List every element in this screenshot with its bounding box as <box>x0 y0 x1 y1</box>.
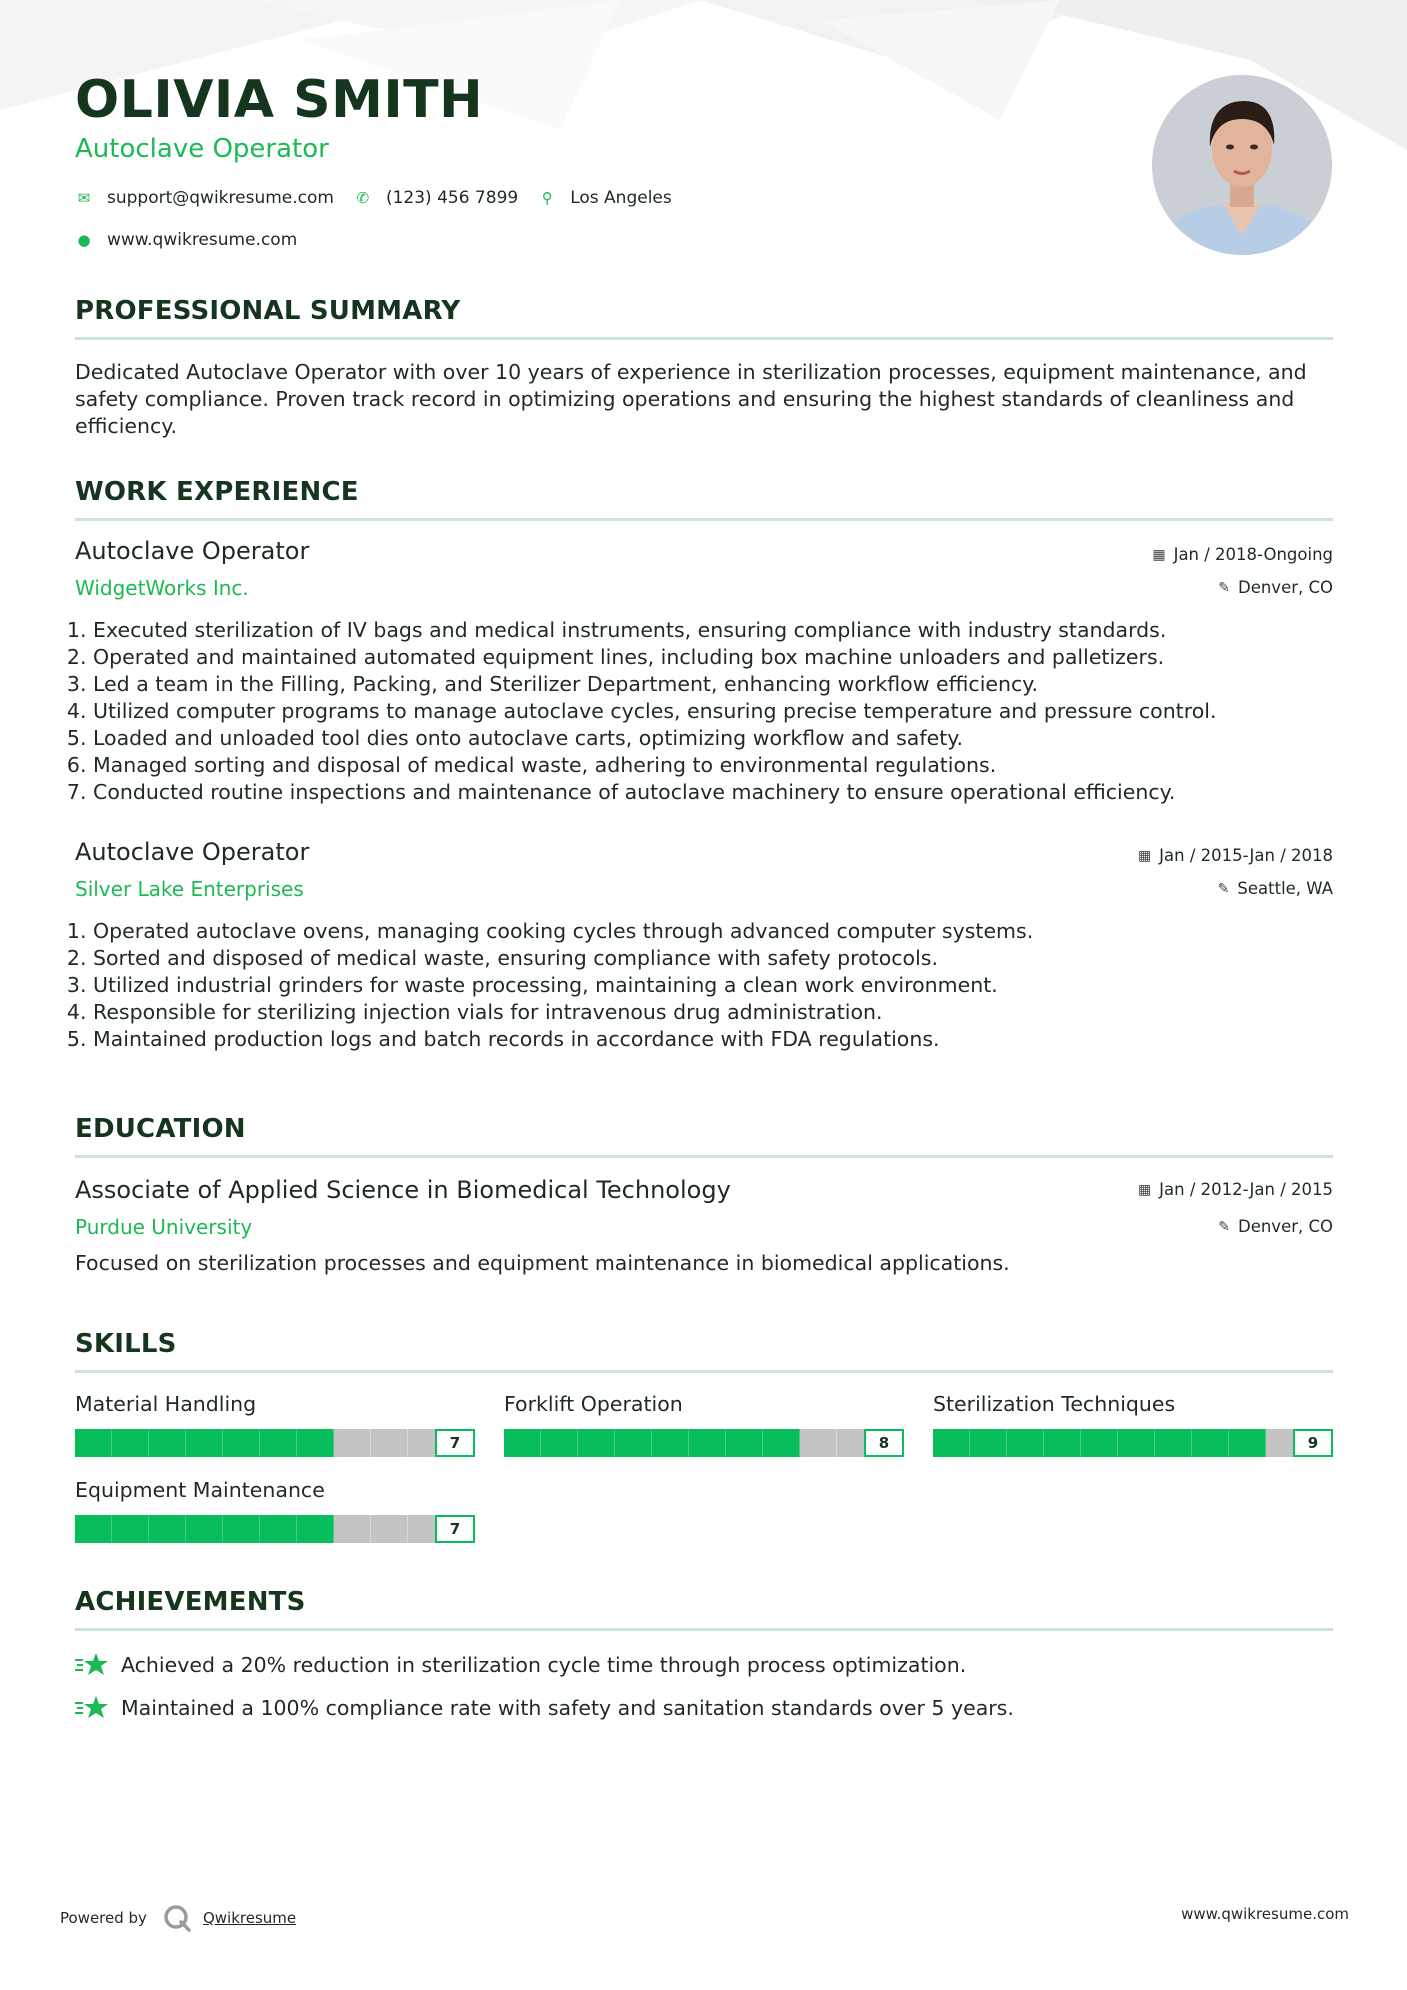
skill-segment-filled <box>112 1429 149 1457</box>
achievements-divider <box>75 1628 1333 1631</box>
star-award-icon <box>75 1651 109 1679</box>
skill-label: Sterilization Techniques <box>933 1392 1176 1416</box>
skill-segment-filled <box>297 1429 334 1457</box>
achievement-item <box>75 1694 1014 1722</box>
skill-segment-filled <box>223 1515 260 1543</box>
list-item: 3. Led a team in the Filling, Packing, and Sterilizer Department, enhancing workflow efficiency. <box>93 671 1333 698</box>
education-heading: EDUCATION <box>75 1114 246 1144</box>
job-location-text: Seattle, WA <box>1237 879 1333 898</box>
summary-heading: PROFESSIONAL SUMMARY <box>75 296 461 326</box>
job-duties-list <box>75 918 1333 1053</box>
education-dates-text: Jan / 2012-Jan / 2015 <box>1159 1180 1333 1199</box>
job-company: Silver Lake Enterprises <box>75 877 304 901</box>
list-item: 2. Sorted and disposed of medical waste, ensuring compliance with safety protocols. <box>93 945 1333 972</box>
skill-label: Forklift Operation <box>504 1392 683 1416</box>
skill-level-bar <box>933 1429 1333 1457</box>
skill-item <box>504 1389 904 1457</box>
education-dates <box>1138 1180 1333 1199</box>
skill-item <box>75 1475 475 1543</box>
education-school: Purdue University <box>75 1215 253 1239</box>
skill-segment-filled <box>1044 1429 1081 1457</box>
skill-segment-filled <box>615 1429 652 1457</box>
achievement-item <box>75 1651 966 1679</box>
skill-segment-filled <box>1192 1429 1229 1457</box>
skill-segment-empty <box>371 1429 408 1457</box>
list-item: 4. Responsible for sterilizing injection vials for intravenous drug administration. <box>93 999 1333 1026</box>
skill-segment-filled <box>1155 1429 1192 1457</box>
contact-email[interactable] <box>75 188 334 208</box>
job-location <box>1218 879 1333 898</box>
skill-level-bar <box>504 1429 904 1457</box>
job-dates <box>1138 846 1333 865</box>
location-text: Los Angeles <box>570 188 672 208</box>
education-degree: Associate of Applied Science in Biomedical Technology <box>75 1176 731 1204</box>
footer-website[interactable]: www.qwikresume.com <box>1181 1905 1349 1923</box>
website-text: www.qwikresume.com <box>107 230 298 250</box>
candidate-name: OLIVIA SMITH <box>75 70 484 130</box>
skills-divider <box>75 1370 1333 1373</box>
education-divider <box>75 1155 1333 1158</box>
skill-segment-filled <box>75 1515 112 1543</box>
job-location <box>1218 578 1333 597</box>
skill-item <box>933 1389 1333 1457</box>
list-item: 1. Executed sterilization of IV bags and medical instruments, ensuring compliance with industry standards. <box>93 617 1333 644</box>
skill-segment-empty <box>800 1429 837 1457</box>
skill-segment-filled <box>970 1429 1007 1457</box>
job-title: Autoclave Operator <box>75 537 310 565</box>
skill-segment-filled <box>652 1429 689 1457</box>
skill-score: 8 <box>864 1429 904 1457</box>
skill-segment-filled <box>726 1429 763 1457</box>
skill-segment-filled <box>223 1429 260 1457</box>
skill-segment-filled <box>186 1515 223 1543</box>
skills-heading: SKILLS <box>75 1329 177 1359</box>
skill-label: Equipment Maintenance <box>75 1478 325 1502</box>
skill-segment-empty <box>334 1429 371 1457</box>
skill-item <box>75 1389 475 1457</box>
summary-divider <box>75 337 1333 340</box>
skill-segment-filled <box>763 1429 800 1457</box>
skill-level-bar <box>75 1429 475 1457</box>
skill-score: 9 <box>1293 1429 1333 1457</box>
skill-score: 7 <box>435 1429 475 1457</box>
skill-segment-filled <box>149 1429 186 1457</box>
contact-website[interactable] <box>75 230 297 250</box>
profile-photo <box>1152 75 1332 255</box>
education-description: Focused on sterilization processes and equipment maintenance in biomedical applications. <box>75 1251 1010 1275</box>
list-item: 5. Loaded and unloaded tool dies onto autoclave carts, optimizing workflow and safety. <box>93 725 1333 752</box>
calendar-icon: ▦ <box>1137 1181 1152 1198</box>
skill-segment-empty <box>371 1515 408 1543</box>
globe-icon: ● <box>77 231 91 249</box>
powered-by-text: Powered by <box>60 1909 147 1927</box>
skill-segment-filled <box>75 1429 112 1457</box>
skill-segment-filled <box>260 1429 297 1457</box>
contact-row-secondary <box>75 230 317 250</box>
skill-segment-filled <box>112 1515 149 1543</box>
map-pin-icon: ⚲ <box>541 189 553 207</box>
list-item: 6. Managed sorting and disposal of medical waste, adhering to environmental regulations. <box>93 752 1333 779</box>
skill-segment-filled <box>186 1429 223 1457</box>
calendar-icon: ▦ <box>1137 847 1152 864</box>
phone-text: (123) 456 7899 <box>385 188 519 208</box>
pushpin-icon: ✎ <box>1217 880 1230 897</box>
qwikresume-logo-icon <box>163 1904 191 1932</box>
contact-location <box>538 188 672 208</box>
email-text: support@qwikresume.com <box>107 188 334 208</box>
achievement-text: Maintained a 100% compliance rate with safety and sanitation standards over 5 years. <box>121 1696 1014 1720</box>
education-location <box>1218 1217 1333 1236</box>
skill-segment-filled <box>297 1515 334 1543</box>
job-dates-text: Jan / 2015-Jan / 2018 <box>1159 846 1333 865</box>
skill-level-bar <box>75 1515 475 1543</box>
skill-segment-filled <box>1118 1429 1155 1457</box>
achievements-heading: ACHIEVEMENTS <box>75 1587 306 1617</box>
list-item: 3. Utilized industrial grinders for waste processing, maintaining a clean work environment. <box>93 972 1333 999</box>
skill-segment-empty <box>334 1515 371 1543</box>
skill-segment-filled <box>1007 1429 1044 1457</box>
pushpin-icon: ✎ <box>1218 579 1230 596</box>
job-dates <box>1152 545 1333 564</box>
calendar-icon: ▦ <box>1152 546 1166 563</box>
job-duties-list <box>75 617 1333 806</box>
skill-segment-filled <box>933 1429 970 1457</box>
job-location-text: Denver, CO <box>1237 578 1333 597</box>
profile-photo-illustration <box>1152 75 1332 255</box>
skill-segment-filled <box>149 1515 186 1543</box>
experience-divider <box>75 518 1333 521</box>
list-item: 4. Utilized computer programs to manage autoclave cycles, ensuring precise temperature and pressure control. <box>93 698 1333 725</box>
footer-powered-by <box>60 1904 296 1932</box>
list-item: 5. Maintained production logs and batch records in accordance with FDA regulations. <box>93 1026 1333 1053</box>
skill-segment-filled <box>578 1429 615 1457</box>
skill-segment-filled <box>1229 1429 1266 1457</box>
phone-icon: ✆ <box>356 189 370 207</box>
skill-segment-filled <box>1081 1429 1118 1457</box>
job-dates-text: Jan / 2018-Ongoing <box>1173 545 1333 564</box>
list-item: 7. Conducted routine inspections and maintenance of autoclave machinery to ensure operational efficiency. <box>93 779 1333 806</box>
experience-heading: WORK EXPERIENCE <box>75 477 359 507</box>
skill-segment-filled <box>260 1515 297 1543</box>
skill-segment-filled <box>504 1429 541 1457</box>
skill-segment-filled <box>689 1429 726 1457</box>
list-item: 1. Operated autoclave ovens, managing cooking cycles through advanced computer systems. <box>93 918 1333 945</box>
email-icon: ✉ <box>77 189 91 207</box>
candidate-title: Autoclave Operator <box>75 134 329 164</box>
star-award-icon <box>75 1694 109 1722</box>
skill-label: Material Handling <box>75 1392 257 1416</box>
job-title: Autoclave Operator <box>75 838 310 866</box>
contact-phone[interactable] <box>354 188 518 208</box>
qwikresume-link[interactable]: Qwikresume <box>202 1909 297 1927</box>
contact-row-primary <box>75 188 692 208</box>
skill-segment-filled <box>541 1429 578 1457</box>
job-company: WidgetWorks Inc. <box>75 576 249 600</box>
education-location-text: Denver, CO <box>1237 1217 1333 1236</box>
summary-text: Dedicated Autoclave Operator with over 10 years of experience in sterilization processes, equipment maintenance, and safety compliance. Proven track record in optimizing operations and ensuring the highest standards of cleanliness and efficiency. <box>75 360 1307 438</box>
skill-score: 7 <box>435 1515 475 1543</box>
pushpin-icon: ✎ <box>1218 1218 1230 1235</box>
achievement-text: Achieved a 20% reduction in sterilization cycle time through process optimization. <box>121 1653 967 1677</box>
list-item: 2. Operated and maintained automated equipment lines, including box machine unloaders and palletizers. <box>93 644 1333 671</box>
